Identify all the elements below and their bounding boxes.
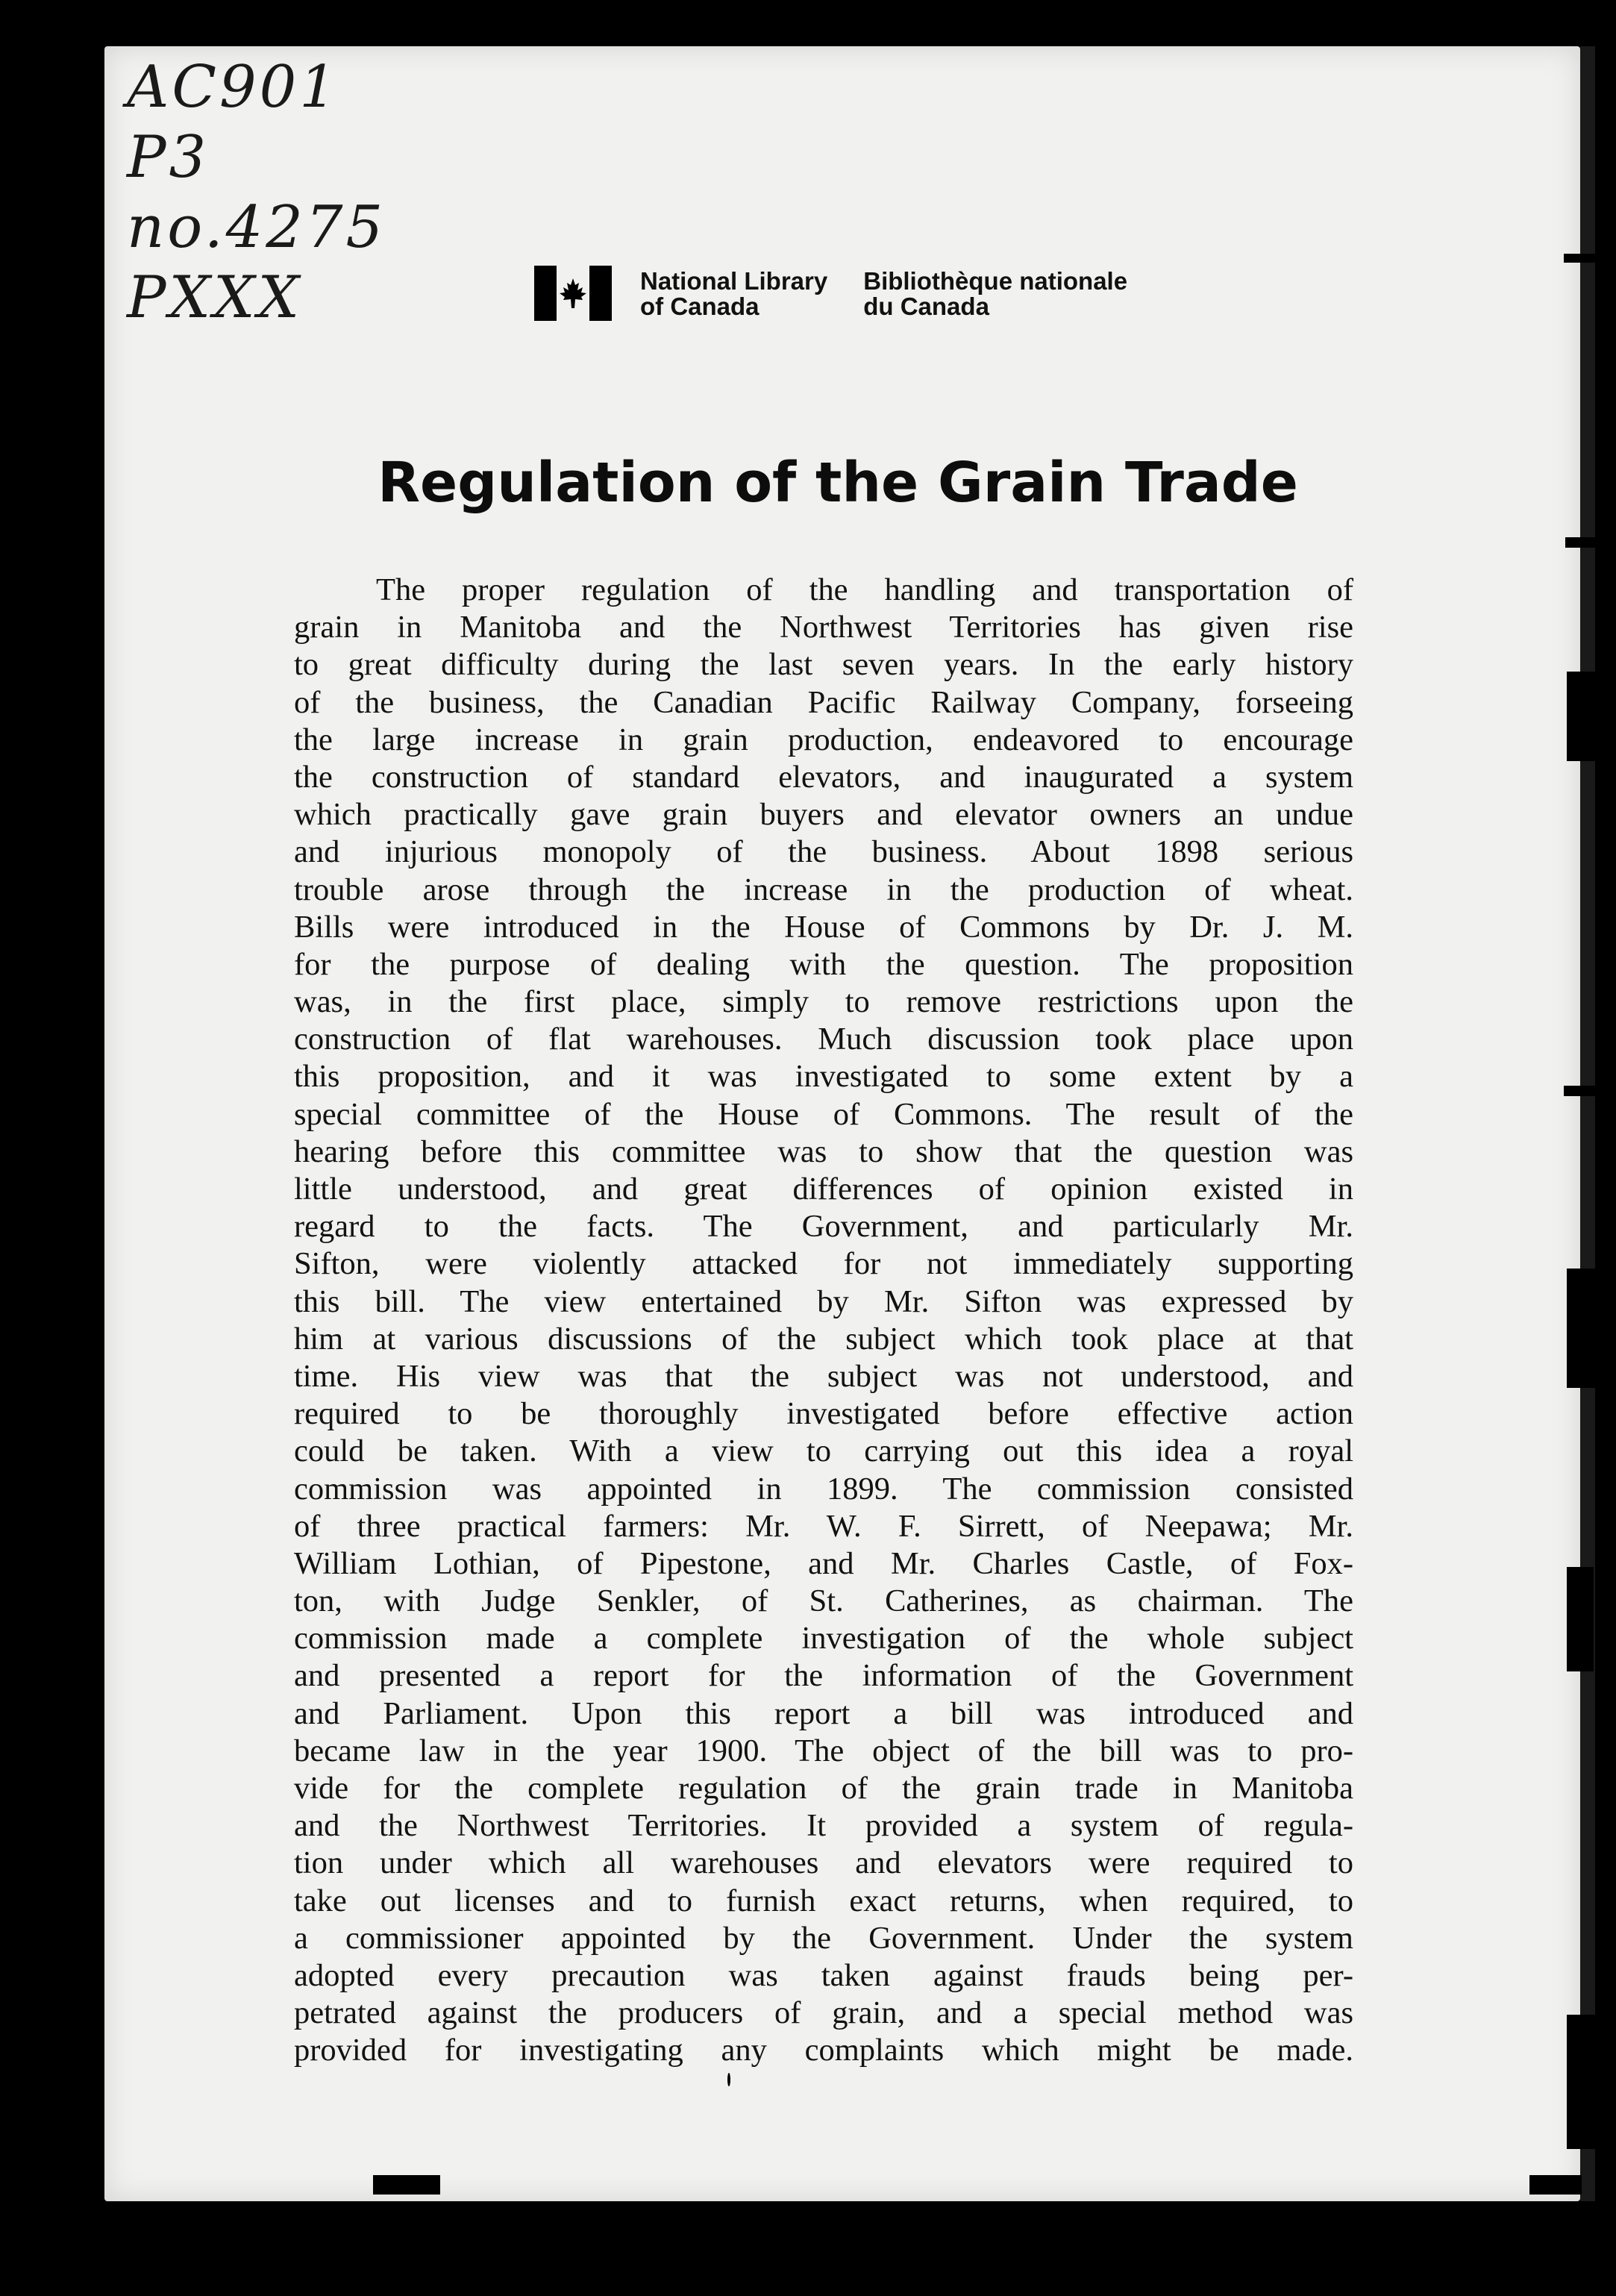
body-line: and presented a report for the information of the Government [294, 1658, 1353, 1694]
logo-line: du Canada [863, 293, 989, 320]
edge-mark [45, 1425, 60, 1436]
handwritten-line: AC901 [127, 54, 339, 121]
handwritten-line: PXXX [127, 264, 303, 331]
body-line: take out licenses and to furnish exact returns, when required, to [294, 1883, 1353, 1918]
edge-mark [15, 15, 36, 25]
body-line: to great difficulty during the last seven years. In the early history [294, 647, 1353, 683]
body-line: of three practical farmers: Mr. W. F. Sirrett, of Neepawa; Mr. [294, 1508, 1353, 1544]
body-line: Sifton, were violently attacked for not immediately supporting [294, 1246, 1353, 1282]
edge-mark [1567, 2015, 1597, 2149]
body-line: The proper regulation of the handling and transportation of [376, 572, 1353, 607]
body-line: the large increase in grain production, endeavored to encourage [294, 722, 1353, 757]
document-title: Regulation of the Grain Trade [378, 451, 1298, 515]
body-line: time. His view was that the subject was not understood, and [294, 1358, 1353, 1394]
body-line: and the Northwest Territories. It provided a system of regula- [294, 1808, 1353, 1844]
handwritten-line: no.4275 [127, 194, 386, 261]
body-line: tion under which all warehouses and elevators were required to [294, 1845, 1353, 1881]
logo-line: of Canada [640, 293, 760, 320]
body-line: was, in the first place, simply to remove restrictions upon the [294, 984, 1353, 1020]
edge-mark [1564, 1086, 1607, 1096]
edge-mark [1567, 1567, 1594, 1671]
edge-mark [1565, 537, 1607, 548]
library-logo [534, 263, 1163, 324]
logo-line: National Library [640, 267, 828, 295]
body-line: provided for investigating any complaints which might be made. [294, 2033, 1353, 2068]
maple-leaf-icon [557, 266, 589, 321]
edge-mark [1567, 1269, 1597, 1388]
body-line: vide for the complete regulation of the grain trade in Manitoba [294, 1771, 1353, 1806]
body-line: this proposition, and it was investigated to some extent by a [294, 1059, 1353, 1095]
body-line: William Lothian, of Pipestone, and Mr. Charles Castle, of Fox- [294, 1545, 1353, 1581]
body-line: regard to the facts. The Government, and particularly Mr. [294, 1209, 1353, 1245]
logo-text-french [863, 269, 1127, 319]
body-line: required to be thoroughly investigated before effective action [294, 1396, 1353, 1432]
handwritten-line: P3 [127, 124, 210, 191]
body-text [294, 572, 1353, 2070]
body-line: commission was appointed in 1899. The commission consisted [294, 1471, 1353, 1507]
body-line: became law in the year 1900. The object of the bill was to pro- [294, 1733, 1353, 1768]
body-line: him at various discussions of the subject which took place at that [294, 1321, 1353, 1357]
body-line: special committee of the House of Commons. The result of the [294, 1096, 1353, 1132]
body-line: a commissioner appointed by the Government. Under the system [294, 1920, 1353, 1956]
body-line: commission made a complete investigation of the whole subject [294, 1621, 1353, 1657]
edge-mark [1564, 254, 1609, 263]
handwritten-call-number [127, 52, 386, 333]
body-line: trouble arose through the increase in the production of wheat. [294, 872, 1353, 907]
logo-text-english [640, 269, 827, 319]
edge-mark [1529, 2175, 1582, 2195]
body-line: hearing before this committee was to show that the question was [294, 1133, 1353, 1169]
body-line: construction of flat warehouses. Much discussion took place upon [294, 1022, 1353, 1057]
page-right-edge [1580, 46, 1595, 2201]
body-line: of the business, the Canadian Pacific Railway Company, forseeing [294, 684, 1353, 720]
body-line: for the purpose of dealing with the question. The proposition [294, 946, 1353, 982]
body-line: which practically gave grain buyers and elevator owners an undue [294, 797, 1353, 833]
body-line: could be taken. With a view to carrying out this idea a royal [294, 1433, 1353, 1469]
edge-mark [373, 2175, 440, 2195]
canada-flag-icon [534, 263, 612, 324]
body-line: ton, with Judge Senkler, of St. Catherines, as chairman. The [294, 1583, 1353, 1619]
body-line: the construction of standard elevators, and inaugurated a system [294, 759, 1353, 795]
body-line: grain in Manitoba and the Northwest Territories has given rise [294, 610, 1353, 645]
logo-line: Bibliothèque nationale [863, 267, 1128, 295]
ink-speck [727, 2073, 730, 2086]
edge-mark [1567, 672, 1597, 761]
body-line: Bills were introduced in the House of Commons by Dr. J. M. [294, 909, 1353, 945]
body-line: and injurious monopoly of the business. About 1898 serious [294, 834, 1353, 870]
body-line: little understood, and great differences of opinion existed in [294, 1172, 1353, 1207]
body-line: petrated against the producers of grain, and a special method was [294, 1995, 1353, 2031]
body-line: this bill. The view entertained by Mr. Sifton was expressed by [294, 1283, 1353, 1319]
body-line: and Parliament. Upon this report a bill was introduced and [294, 1695, 1353, 1731]
body-line: adopted every precaution was taken against frauds being per- [294, 1957, 1353, 1993]
